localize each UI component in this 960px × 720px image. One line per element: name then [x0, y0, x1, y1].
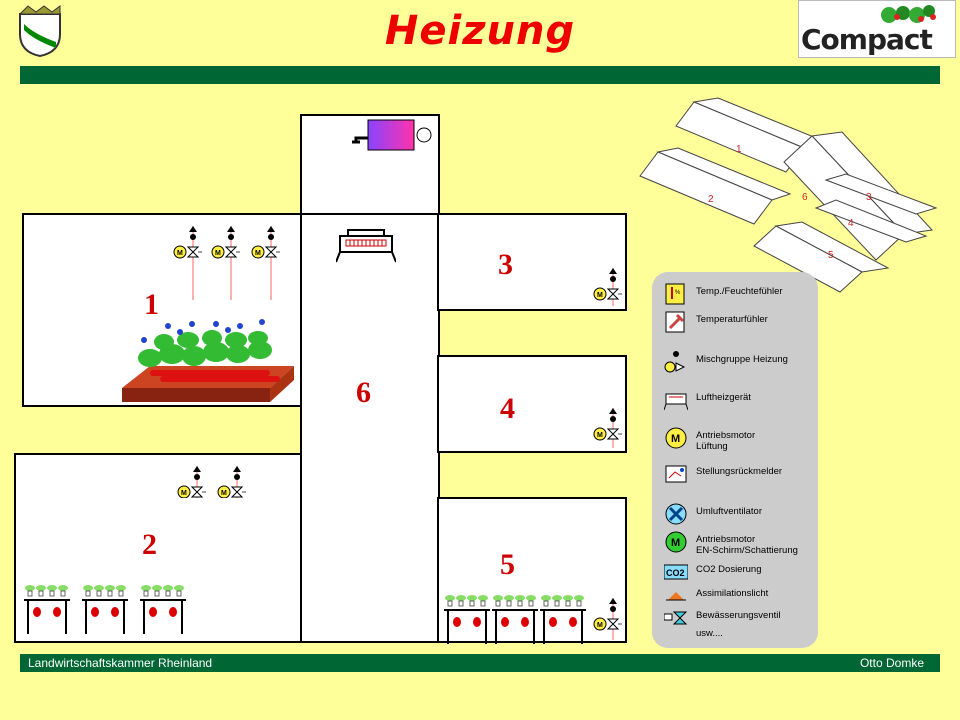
plant-bed-illustration	[120, 318, 300, 404]
greenhouse-label-6: 6	[802, 192, 808, 203]
svg-text:CO2: CO2	[666, 568, 685, 578]
room-label-5: 5	[500, 548, 515, 581]
mixing-group-icon	[176, 460, 206, 498]
legend-item: Assimilationslicht	[664, 584, 814, 612]
legend-item: Stellungsrückmelder	[664, 462, 814, 490]
bench-plants-icon	[82, 582, 130, 636]
motor-ventilation-icon	[664, 426, 688, 450]
mixing-group-icon	[664, 350, 688, 374]
legend-item: usw....	[696, 628, 723, 639]
legend-item: M Antriebsmotor EN-Schirm/Schattierung	[664, 530, 814, 558]
co2-dosing-icon	[664, 560, 688, 584]
svg-text:M: M	[181, 490, 187, 497]
bench-plants-icon	[24, 582, 72, 636]
footer-bar	[20, 654, 940, 672]
footer-organization: Landwirtschaftskammer Rheinland	[28, 656, 213, 670]
assimilation-light-icon	[664, 584, 688, 608]
greenhouse-label-1: 1	[736, 144, 742, 155]
bench-plants-icon	[540, 592, 588, 646]
legend-item: % Temp./Feuchtefühler	[664, 282, 814, 310]
greenhouse-label-5: 5	[828, 250, 834, 261]
svg-text:M: M	[671, 537, 681, 549]
svg-text:M: M	[597, 622, 603, 629]
bench-plants-icon	[140, 582, 188, 636]
mixing-group-icon	[592, 592, 622, 640]
svg-text:M: M	[255, 250, 261, 257]
svg-text:M: M	[177, 250, 183, 257]
header-divider	[20, 66, 940, 84]
bench-plants-icon	[444, 592, 492, 646]
legend-item: M Antriebsmotor Lüftung	[664, 426, 814, 454]
company-logo	[798, 0, 956, 58]
room-6	[300, 213, 440, 643]
circulation-fan-icon	[664, 502, 688, 526]
legend-item: Umluftventilator	[664, 502, 814, 530]
thermo-humidity-sensor-icon	[664, 282, 688, 306]
position-feedback-icon	[664, 462, 688, 486]
mixing-group-icon	[592, 262, 622, 306]
greenhouse-label-3: 3	[866, 192, 872, 203]
footer-author: Otto Domke	[859, 656, 924, 670]
mixing-group-icon	[172, 220, 202, 300]
greenhouse-label-2: 2	[708, 194, 714, 205]
mixing-group-icon	[250, 220, 280, 300]
svg-text:M: M	[597, 432, 603, 439]
legend-panel	[652, 272, 818, 648]
room-label-2: 2	[142, 528, 157, 561]
room-label-6: 6	[356, 376, 371, 409]
air-heater-icon	[336, 228, 396, 268]
page-title: Heizung	[384, 8, 576, 54]
legend-item: Mischgruppe Heizung	[664, 350, 814, 378]
temperature-sensor-icon	[664, 310, 688, 334]
mixing-group-icon	[592, 402, 622, 448]
room-label-4: 4	[500, 392, 515, 425]
bench-plants-icon	[492, 592, 540, 646]
legend-item: Temperaturfühler	[664, 310, 814, 338]
boiler-icon	[350, 118, 436, 154]
legend-item: CO2 CO2 Dosierung	[664, 560, 814, 588]
air-heater-icon	[664, 388, 688, 412]
svg-text:%: %	[675, 290, 681, 296]
mixing-group-icon	[216, 460, 246, 498]
svg-text:M: M	[597, 292, 603, 299]
legend-item: Luftheizgerät	[664, 388, 814, 416]
svg-text:M: M	[671, 433, 681, 445]
room-label-3: 3	[498, 248, 513, 281]
svg-text:M: M	[221, 490, 227, 497]
motor-screen-icon	[664, 530, 688, 554]
legend-item: Bewässerungsventil	[664, 606, 814, 634]
mixing-group-icon	[210, 220, 240, 300]
logo-text: Compact	[801, 23, 932, 56]
room-label-1: 1	[144, 288, 159, 321]
greenhouse-label-4: 4	[848, 218, 854, 229]
svg-text:M: M	[215, 250, 221, 257]
